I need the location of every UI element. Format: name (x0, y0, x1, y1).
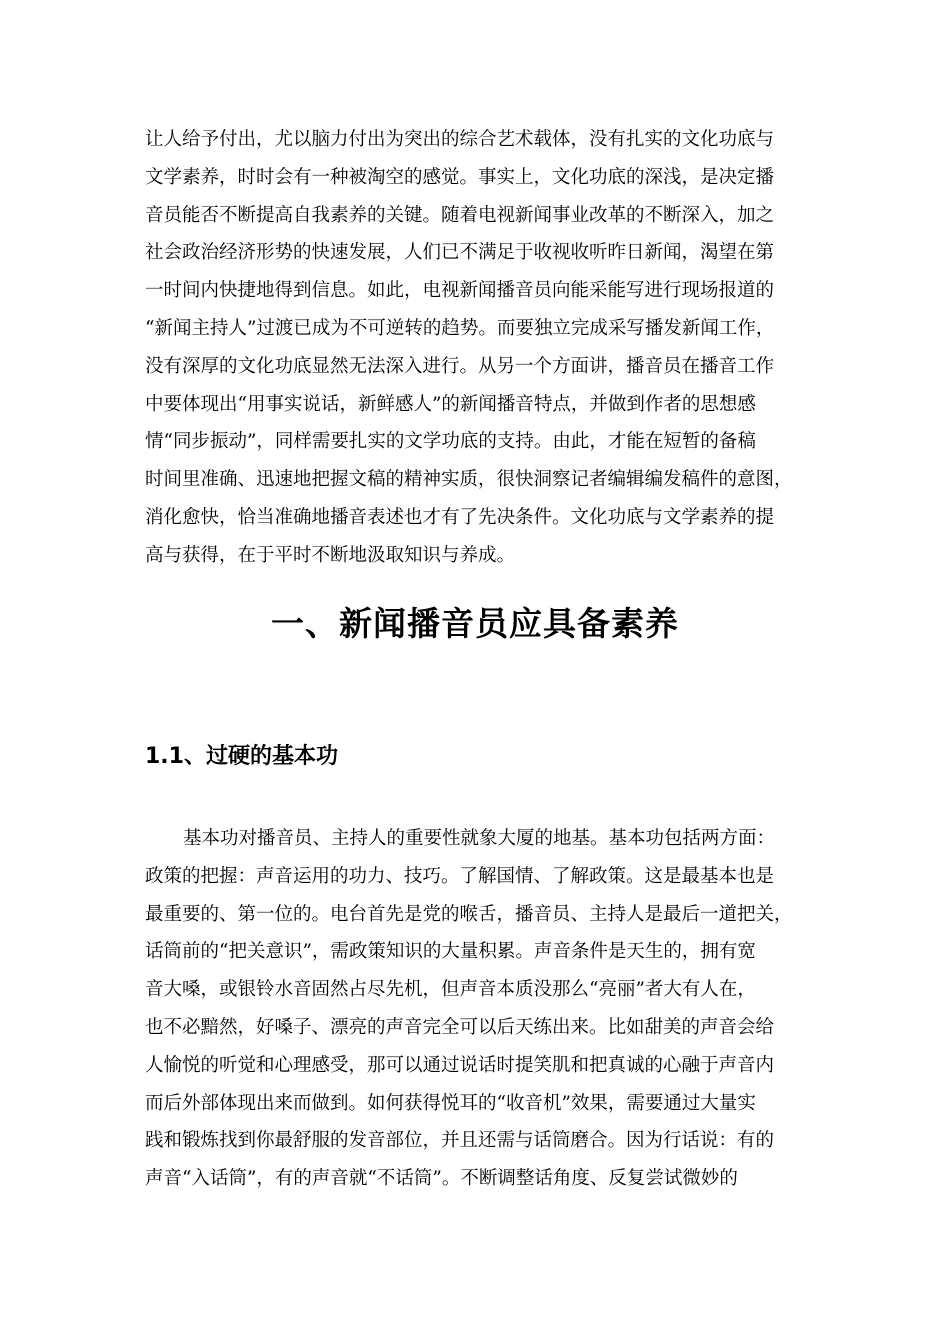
paragraph-line: 人愉悦的听觉和心理感受，那可以通过说话时提笑肌和把真诚的心融于声音内 (145, 1054, 775, 1076)
paragraph-line: 文学素养，时时会有一种被淘空的感觉。事实上，文化功底的深浅，是决定播 (145, 166, 775, 188)
section-heading: 1.1、过硬的基本功 (145, 744, 338, 769)
paragraph-line: 中要体现出“用事实说话，新鲜感人”的新闻播音特点，并做到作者的思想感 (145, 393, 756, 415)
paragraph-line: 最重要的、第一位的。电台首先是党的喉舌，播音员、主持人是最后一道把关， (145, 903, 793, 925)
chapter-title: 一、新闻播音员应具备素养 (271, 604, 679, 643)
paragraph-line: 音员能否不断提高自我素养的关键。随着电视新闻事业改革的不断深入，加之 (145, 204, 775, 226)
paragraph-line: 话筒前的“把关意识”，需政策知识的大量积累。声音条件是天生的，拥有宽 (145, 941, 756, 963)
paragraph-line: 一时间内快捷地得到信息。如此，电视新闻播音员向能采能写进行现场报道的 (145, 280, 775, 302)
paragraph-line: 情“同步振动”，同样需要扎实的文学功底的支持。由此，才能在短暂的备稿 (145, 431, 756, 453)
paragraph-line: 声音“入话筒”，有的声音就“不话筒”。不断调整话角度、反复尝试微妙的 (145, 1168, 738, 1190)
paragraph-line: “新闻主持人”过渡已成为不可逆转的趋势。而要独立完成采写播发新闻工作， (145, 317, 775, 339)
paragraph-line: 社会政治经济形势的快速发展，人们已不满足于收视收听昨日新闻，渴望在第 (145, 242, 775, 264)
paragraph-line: 也不必黯然，好嗓子、漂亮的声音完全可以后天练出来。比如甜美的声音会给 (145, 1016, 775, 1038)
paragraph-line: 时间里准确、迅速地把握文稿的精神实质，很快洞察记者编辑编发稿件的意图， (145, 469, 793, 491)
paragraph-line: 没有深厚的文化功底显然无法深入进行。从另一个方面讲，播音员在播音工作 (145, 355, 775, 377)
paragraph-line: 消化愈快，恰当准确地播音表述也才有了先决条件。文化功底与文学素养的提 (145, 506, 775, 528)
paragraph-line: 基本功对播音员、主持人的重要性就象大厦的地基。基本功包括两方面： (183, 828, 776, 849)
section-paragraph (145, 820, 810, 1198)
intro-paragraph (145, 121, 810, 575)
paragraph-line: 而后外部体现出来而做到。如何获得悦耳的“收音机”效果，需要通过大量实 (145, 1092, 756, 1114)
paragraph-line: 高与获得，在于平时不断地汲取知识与养成。 (145, 544, 516, 566)
paragraph-line: 践和锻炼找到你最舒服的发音部位，并且还需与话筒磨合。因为行话说：有的 (145, 1130, 775, 1152)
paragraph-line: 音大嗓，或银铃水音固然占尽先机，但声音本质没那么“亮丽”者大有人在， (145, 979, 756, 1001)
paragraph-line: 让人给予付出，尤以脑力付出为突出的综合艺术载体，没有扎实的文化功底与 (145, 129, 775, 150)
paragraph-line: 政策的把握：声音运用的功力、技巧。了解国情、了解政策。这是最基本也是 (145, 865, 775, 887)
